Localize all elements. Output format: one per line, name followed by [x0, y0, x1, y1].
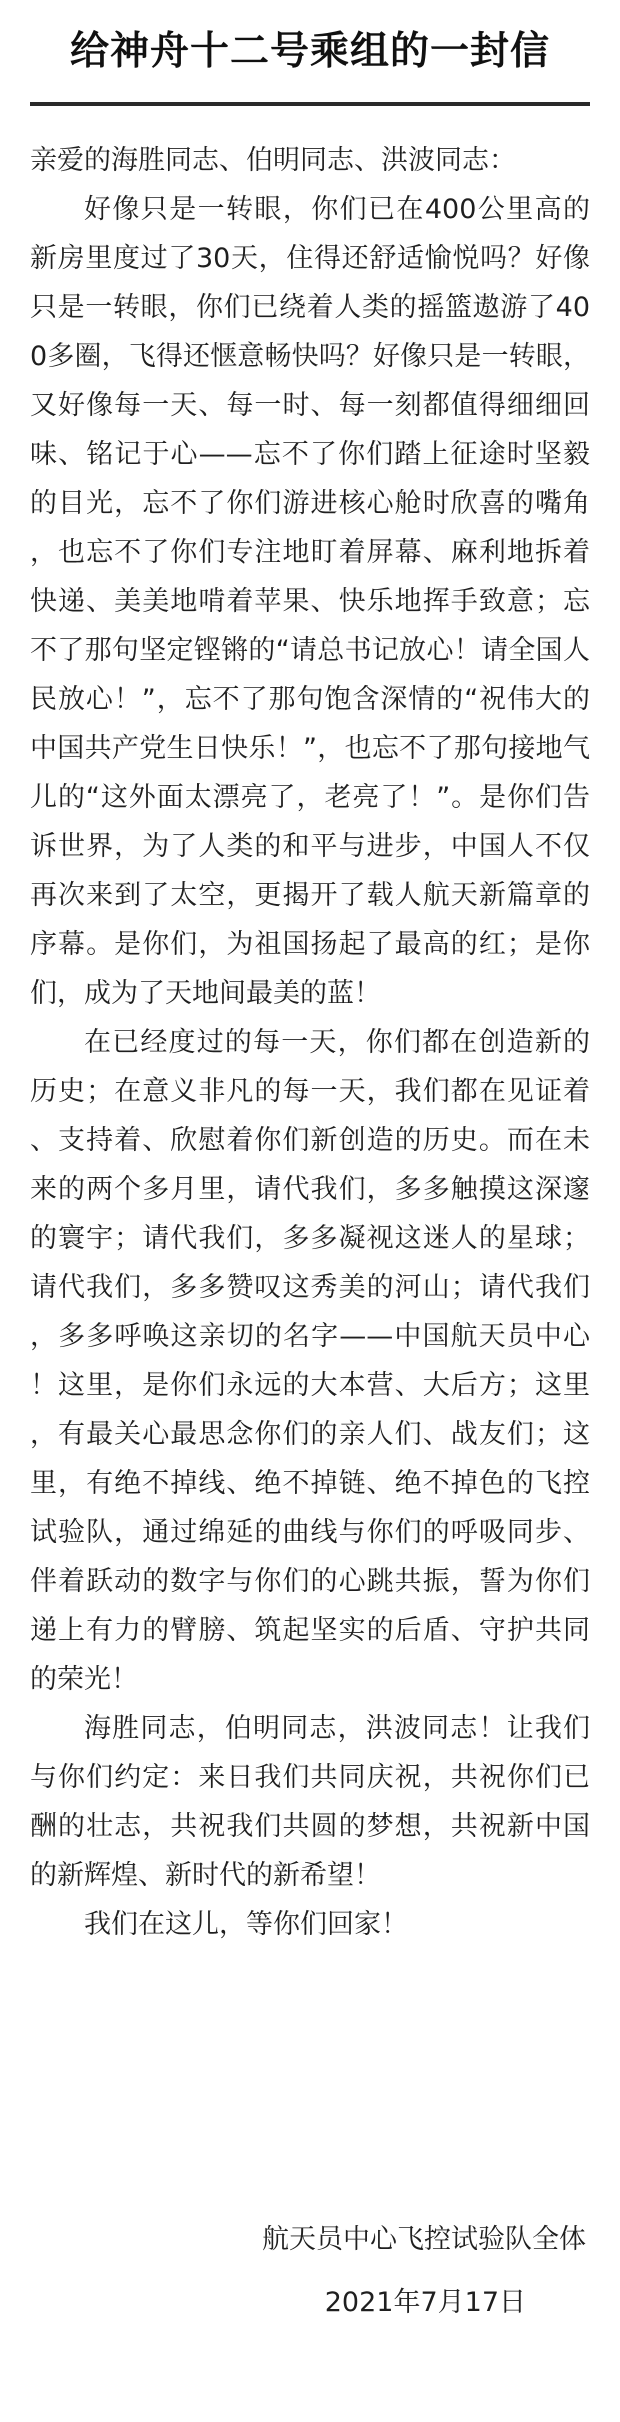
letter-date: 2021年7月17日	[324, 2287, 526, 2318]
letter-body	[30, 136, 590, 1949]
letter-paragraph-4: 我们在这儿，等你们回家！	[84, 1909, 408, 1940]
letter-paragraph-2: 在已经度过的每一天，你们都在创造新的历史；在意义非凡的每一天，我们都在见证着、支持着、欣慰着你们新创造的历史。而在未来的两个多月里，请代我们，多多触摸这深邃的寰宇；请代我们，多多凝视这迷人的星球；请代我们，多多赞叹这秀美的河山；请代我们，多多呼唤这亲切的名字——中国航天员中心！这里，是你们永远的大本营、大后方；这里，有最关心最思念你们的亲人们、战友们；这里，有绝不掉线、绝不掉链、绝不掉色的飞控试验队，通过绵延的曲线与你们的呼吸同步、伴着跃动的数字与你们的心跳共振，誓为你们递上有力的臂膀、筑起坚实的后盾、守护共同的荣光！	[30, 1027, 590, 1695]
letter-title: 给神舟十二号乘组的一封信	[69, 29, 550, 74]
letter-signature: 航天员中心飞控试验队全体	[262, 2224, 586, 2255]
letter-paragraph-1: 好像只是一转眼，你们已在400公里高的新房里度过了30天，住得还舒适愉悦吗？好像只是一转眼，你们已绕着人类的摇篮遨游了400多圈，飞得还惬意畅快吗？好像只是一转眼，又好像每一天、每一时、每一刻都值得细细回味、铭记于心——忘不了你们踏上征途时坚毅的目光，忘不了你们游进核心舱时欣喜的嘴角，也忘不了你们专注地盯着屏幕、麻利地拆着快递、美美地啃着苹果、快乐地挥手致意；忘不了那句坚定铿锵的“请总书记放心！请全国人民放心！”，忘不了那句饱含深情的“祝伟大的中国共产党生日快乐！”，也忘不了那句接地气儿的“这外面太漂亮了，老亮了！”。是你们告诉世界，为了人类的和平与进步，中国人不仅再次来到了太空，更揭开了载人航天新篇章的序幕。是你们，为祖国扬起了最高的红；是你们，成为了天地间最美的蓝！	[30, 194, 590, 1009]
title-divider	[30, 102, 590, 106]
letter-salutation: 亲爱的海胜同志、伯明同志、洪波同志：	[30, 145, 516, 176]
letter-paragraph-3: 海胜同志，伯明同志，洪波同志！让我们与你们约定：来日我们共同庆祝，共祝你们已酬的壮志，共祝我们共圆的梦想，共祝新中国的新辉煌、新时代的新希望！	[30, 1713, 590, 1891]
